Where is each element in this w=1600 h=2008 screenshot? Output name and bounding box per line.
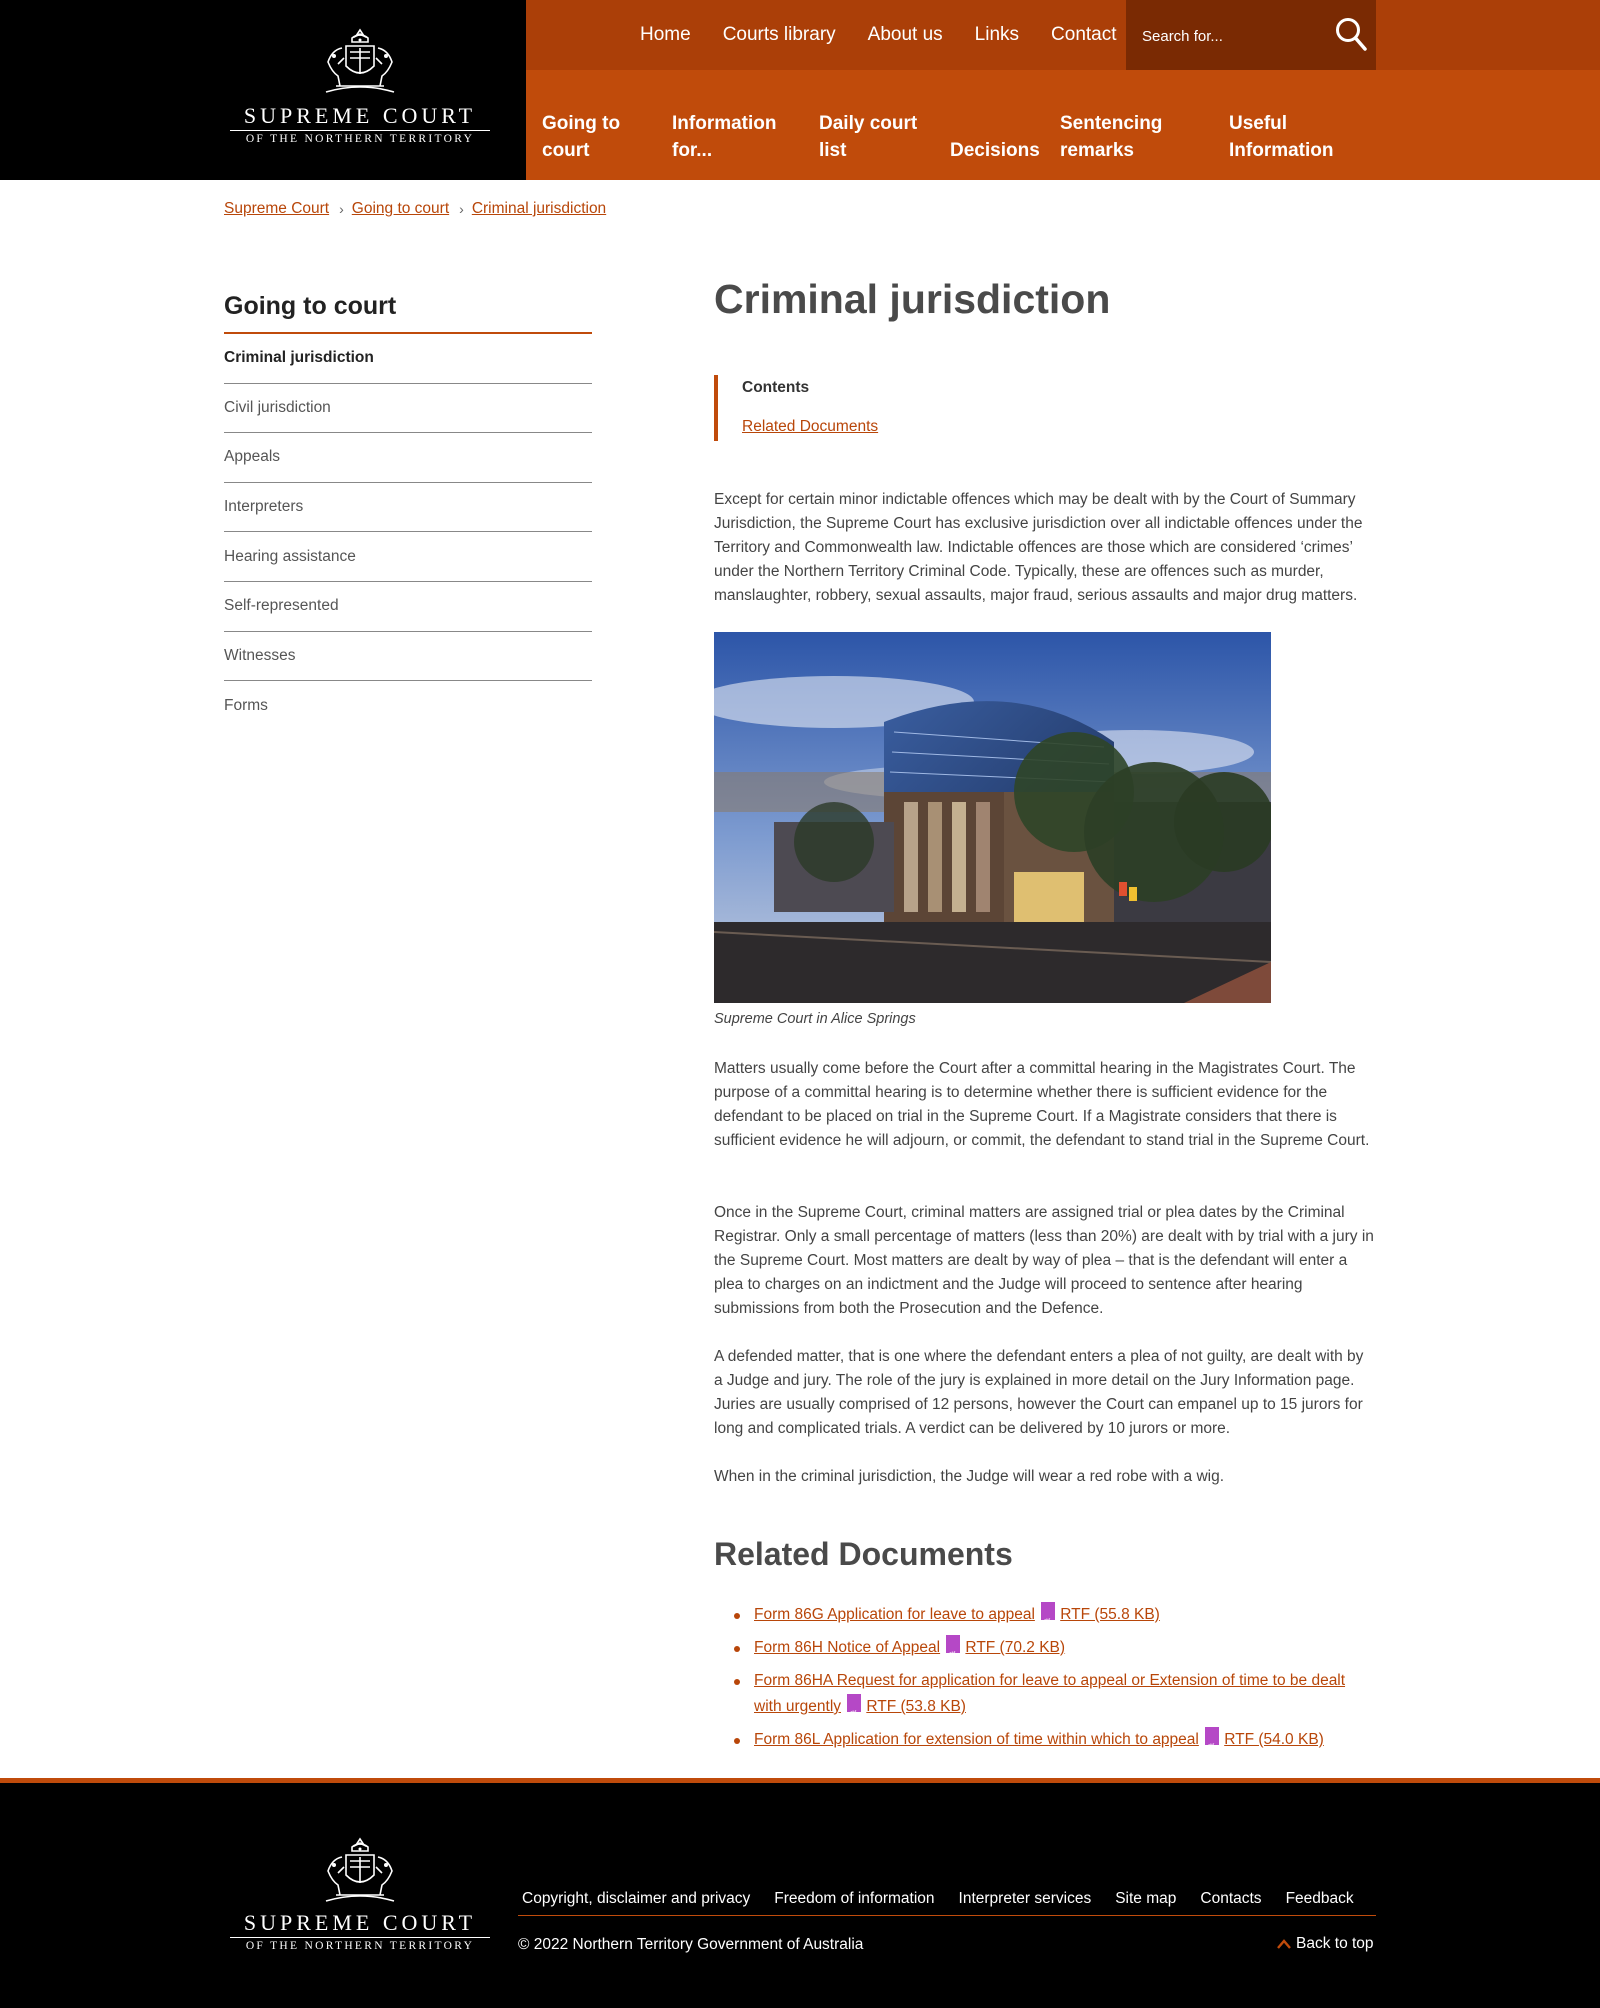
logo-subtitle: OF THE NORTHERN TERRITORY bbox=[245, 133, 475, 145]
breadcrumb-supreme-court[interactable]: Supreme Court bbox=[224, 200, 330, 217]
breadcrumb-criminal-jurisdiction[interactable]: Criminal jurisdiction bbox=[471, 200, 607, 217]
footer-link-interpreter[interactable]: Interpreter services bbox=[958, 1890, 1092, 1907]
document-file-86ha[interactable]: RTF (53.8 KB) bbox=[866, 1698, 966, 1715]
site-header bbox=[0, 0, 1600, 180]
sidebar-nav bbox=[224, 334, 592, 731]
footer-link-copyright[interactable]: Copyright, disclaimer and privacy bbox=[522, 1890, 751, 1907]
paragraph-plea: Once in the Supreme Court, criminal matters are assigned trial or plea dates by the Criminal Registrar. Only a small percentage of matters (less than 20%) are dealt with by trial with a jury in the Supreme Court. Most matters are dealt by way of plea – that is the defendant will enter a plea to charges on an indictment and the Judge will proceed to sentence after hearing submissions from both the Prosecution and the Defence. bbox=[714, 1204, 1374, 1317]
main-nav-going-to-court[interactable]: Going to court bbox=[542, 113, 621, 161]
document-link-86l[interactable]: Form 86L Application for extension of time within which to appeal bbox=[754, 1731, 1199, 1748]
coat-of-arms-icon bbox=[312, 1835, 408, 1907]
utility-nav bbox=[640, 0, 1149, 70]
contents-label: Contents bbox=[742, 379, 810, 396]
sidebar-item-criminal-jurisdiction[interactable]: Criminal jurisdiction bbox=[224, 334, 592, 384]
util-nav-links[interactable]: Links bbox=[974, 24, 1020, 45]
logo-divider bbox=[230, 130, 490, 131]
document-link-86h[interactable]: Form 86H Notice of Appeal bbox=[754, 1639, 941, 1656]
rtf-file-icon bbox=[946, 1635, 960, 1653]
main-nav-decisions[interactable]: Decisions bbox=[950, 140, 1040, 161]
back-to-top-label: Back to top bbox=[1296, 1935, 1374, 1952]
util-nav-home[interactable]: Home bbox=[640, 24, 691, 45]
document-link-86g[interactable]: Form 86G Application for leave to appeal bbox=[754, 1606, 1035, 1623]
sidebar-item-self-represented[interactable]: Self-represented bbox=[224, 582, 592, 632]
footer-logo-divider bbox=[230, 1937, 490, 1938]
footer-link-foi[interactable]: Freedom of information bbox=[774, 1890, 935, 1907]
sidebar-item-appeals[interactable]: Appeals bbox=[224, 433, 592, 483]
back-to-top-link[interactable] bbox=[1276, 1935, 1374, 1953]
footer-nav bbox=[522, 1890, 1354, 1908]
main-nav-useful-information[interactable]: Useful Information bbox=[1229, 113, 1334, 161]
contents-box bbox=[714, 375, 1014, 441]
chevron-right-icon: › bbox=[339, 201, 344, 217]
document-item bbox=[754, 1727, 1374, 1753]
coat-of-arms-icon bbox=[312, 26, 408, 98]
courthouse-photo bbox=[714, 632, 1271, 1003]
footer-link-site-map[interactable]: Site map bbox=[1115, 1890, 1177, 1907]
chevron-up-icon bbox=[1276, 1938, 1292, 1950]
logo-title: SUPREME COURT bbox=[243, 103, 477, 128]
rtf-file-icon bbox=[1205, 1727, 1219, 1745]
paragraph-robe: When in the criminal jurisdiction, the Judge will wear a red robe with a wig. bbox=[714, 1468, 1225, 1485]
sidebar-title: Going to court bbox=[224, 292, 397, 320]
search-icon[interactable] bbox=[1334, 16, 1368, 52]
sidebar-item-forms[interactable]: Forms bbox=[224, 696, 268, 714]
paragraph-committal: Matters usually come before the Court after a committal hearing in the Magistrates Court. The purpose of a committal hearing is to determine whether there is sufficient evidence for the defendant to be placed on trial in the Supreme Court. If a Magistrate considers that there is sufficient evidence he will adjourn, or commit, the defendant to stand trial in the Supreme Court. bbox=[714, 1060, 1370, 1149]
contents-link-related-documents[interactable]: Related Documents bbox=[742, 418, 879, 435]
document-item bbox=[754, 1602, 1374, 1628]
util-nav-courts-library[interactable]: Courts library bbox=[722, 24, 836, 45]
breadcrumb bbox=[224, 200, 606, 218]
main-nav bbox=[526, 70, 1600, 180]
document-item bbox=[754, 1668, 1374, 1720]
document-item bbox=[754, 1635, 1374, 1661]
copyright-text: © 2022 Northern Territory Government of Australia bbox=[518, 1936, 864, 1953]
related-documents-title: Related Documents bbox=[714, 1536, 1013, 1572]
util-nav-contact[interactable]: Contact bbox=[1051, 24, 1117, 45]
related-documents-list bbox=[754, 1602, 1374, 1760]
main-nav-information-for[interactable]: Information for... bbox=[672, 113, 777, 161]
sidebar-item-civil-jurisdiction[interactable]: Civil jurisdiction bbox=[224, 384, 592, 434]
paragraph-intro: Except for certain minor indictable offences which may be dealt with by the Court of Summary Jurisdiction, the Supreme Court has exclusive jurisdiction over all indictable offences under the Territory and Commonwealth law. Indictable offences are those which are considered ‘crimes’ under the Northern Territory Criminal Code. Typically, these are offences such as murder, manslaughter, robbery, sexual assaults, major fraud, serious assaults and major drug matters. bbox=[714, 491, 1363, 604]
util-nav-about-us[interactable]: About us bbox=[867, 24, 943, 45]
document-file-86l[interactable]: RTF (54.0 KB) bbox=[1224, 1731, 1324, 1748]
page-title: Criminal jurisdiction bbox=[714, 276, 1111, 322]
site-logo[interactable] bbox=[0, 0, 526, 180]
main-nav-sentencing-remarks[interactable]: Sentencing remarks bbox=[1060, 113, 1163, 161]
footer-logo-title: SUPREME COURT bbox=[243, 1910, 477, 1935]
footer-link-feedback[interactable]: Feedback bbox=[1285, 1890, 1354, 1907]
sidebar-item-witnesses[interactable]: Witnesses bbox=[224, 632, 592, 682]
footer-logo-subtitle: OF THE NORTHERN TERRITORY bbox=[245, 1940, 475, 1952]
footer-link-contacts[interactable]: Contacts bbox=[1200, 1890, 1262, 1907]
sidebar-item-interpreters[interactable]: Interpreters bbox=[224, 483, 592, 533]
image-caption: Supreme Court in Alice Springs bbox=[714, 1011, 916, 1027]
chevron-right-icon: › bbox=[459, 201, 464, 217]
search-input[interactable] bbox=[1142, 22, 1322, 50]
paragraph-jury: A defended matter, that is one where the defendant enters a plea of not guilty, are dealt with by a Judge and jury. The role of the jury is explained in more detail on the Jury Information page. Juries are usually comprised of 12 persons, however the Court can empanel up to 15 jurors for long and complicated trials. A verdict can be delivered by 10 jurors or more. bbox=[714, 1348, 1364, 1437]
document-link-86ha[interactable]: Form 86HA Request for application for leave to appeal or Extension of time to be dealt with urgently bbox=[754, 1672, 1346, 1715]
rtf-file-icon bbox=[847, 1694, 861, 1712]
rtf-file-icon bbox=[1041, 1602, 1055, 1620]
document-file-86g[interactable]: RTF (55.8 KB) bbox=[1060, 1606, 1160, 1623]
site-footer bbox=[0, 1778, 1600, 2008]
footer-divider bbox=[518, 1915, 1376, 1916]
document-file-86h[interactable]: RTF (70.2 KB) bbox=[965, 1639, 1066, 1656]
search-box bbox=[1126, 0, 1376, 70]
main-nav-daily-court-list[interactable]: Daily court list bbox=[819, 113, 918, 161]
sidebar-item-hearing-assistance[interactable]: Hearing assistance bbox=[224, 532, 592, 582]
breadcrumb-going-to-court[interactable]: Going to court bbox=[351, 200, 450, 217]
